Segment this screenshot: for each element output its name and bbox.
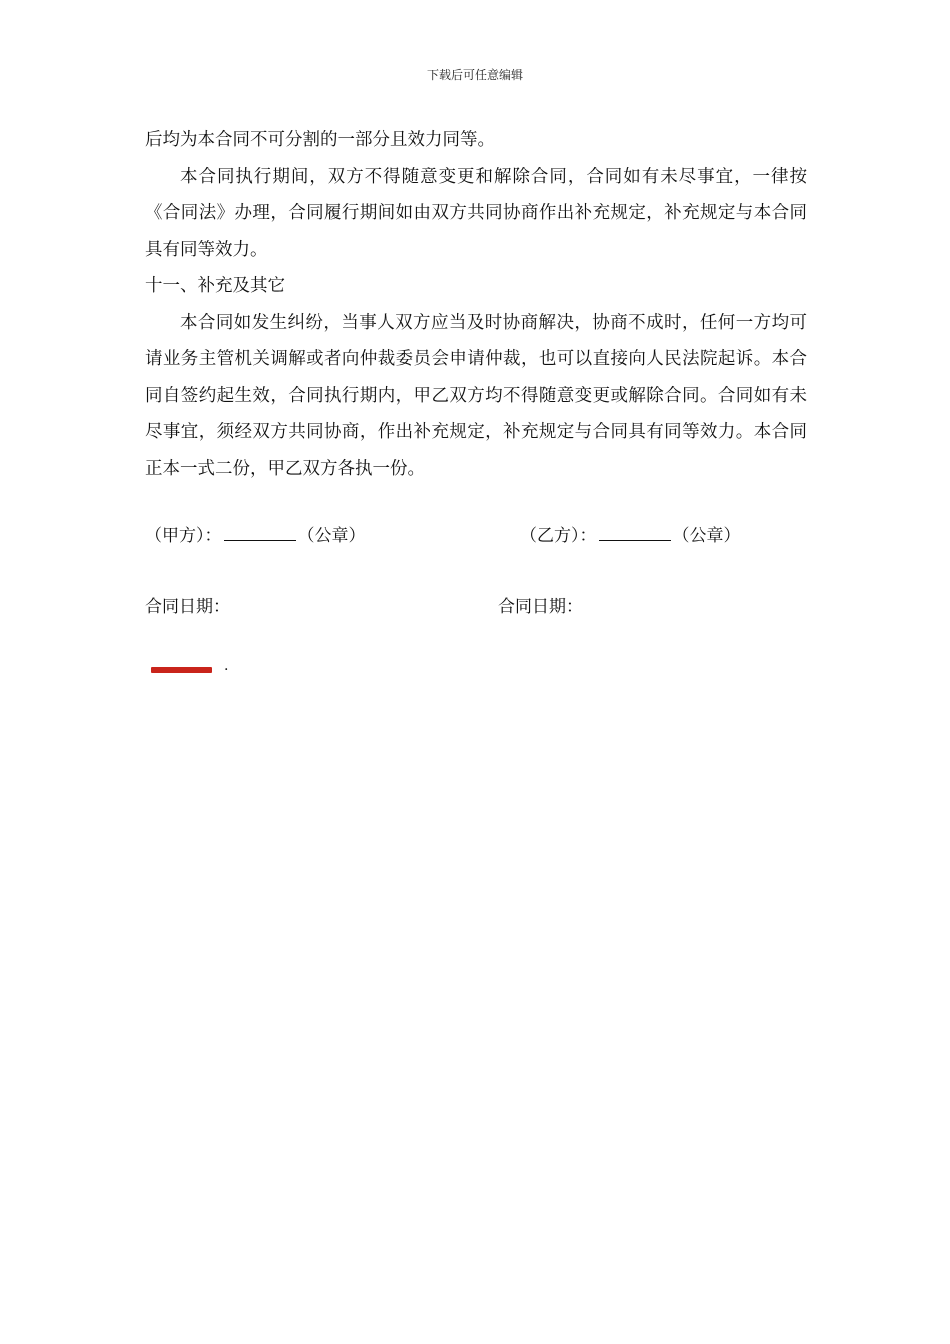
party-b-seal: （公章） <box>672 526 741 546</box>
header-note: 下载后可任意编辑 <box>426 68 523 82</box>
contract-date-left: 合同日期： <box>145 597 230 617</box>
dot-mark: . <box>224 658 229 674</box>
party-a-label: （甲方）： <box>145 526 222 546</box>
red-bar-mark <box>151 667 212 673</box>
party-b-label: （乙方）： <box>520 526 597 546</box>
section-heading-supplement: 十一、补充及其它 <box>145 276 285 296</box>
contract-date-right: 合同日期： <box>498 597 583 617</box>
party-a-seal: （公章） <box>297 526 366 546</box>
paragraph-continuation: 后均为本合同不可分割的一部分且效力同等。 <box>145 130 495 150</box>
party-a-signature <box>145 521 366 546</box>
party-a-signature-blank <box>224 528 296 541</box>
paragraph-dispute-resolution: 本合同如发生纠纷，当事人双方应当及时协商解决，协商不成时，任何一方均可请业务主管机关调解或者向仲裁委员会申请仲裁，也可以直接向人民法院起诉。本合同自签约起生效，合同执行期内，甲乙双方均不得随意变更或解除合同。合同如有未尽事宜，须经双方共同协商，作出补充规定，补充规定与合同具有同等效力。本合同正本一式二份，甲乙双方各执一份。 <box>145 312 807 479</box>
party-b-signature-blank <box>599 528 671 541</box>
party-b-signature <box>520 521 741 546</box>
document-body <box>145 122 807 487</box>
paragraph-contract-period: 本合同执行期间，双方不得随意变更和解除合同，合同如有未尽事宜，一律按《合同法》办理，合同履行期间如由双方共同协商作出补充规定，补充规定与本合同具有同等效力。 <box>145 166 807 260</box>
